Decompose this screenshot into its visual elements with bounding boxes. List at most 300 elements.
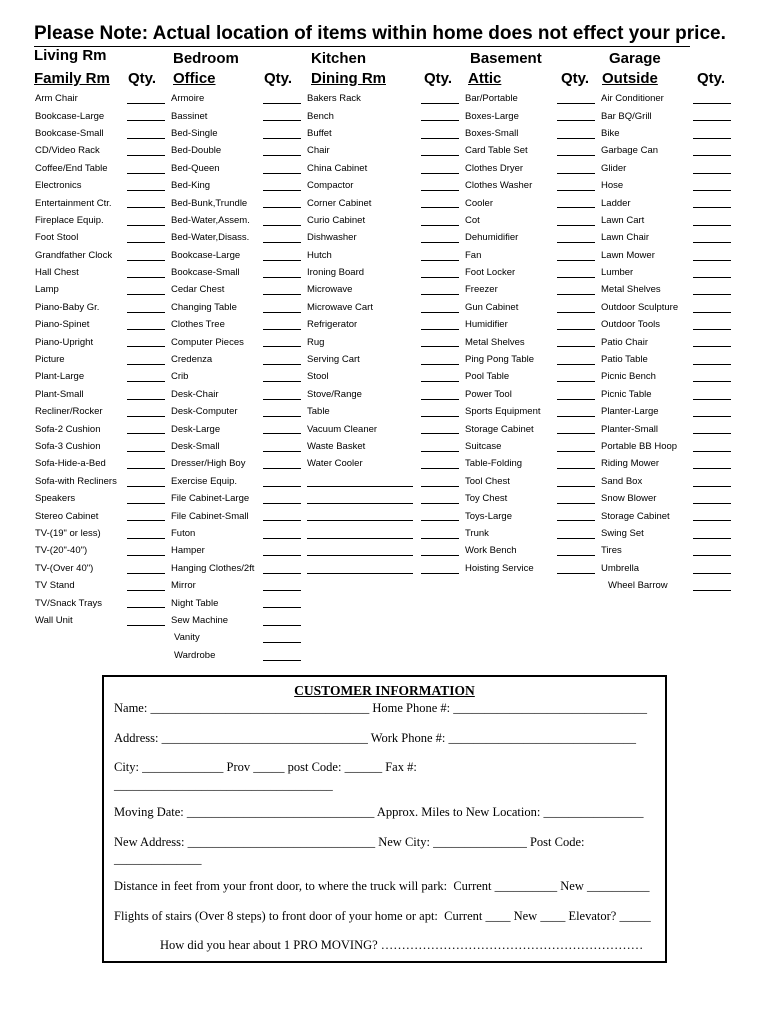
garage-qty-field[interactable]: [693, 555, 731, 556]
bedroom-qty-field[interactable]: [263, 225, 301, 226]
basement-item-label: Card Table Set: [465, 145, 528, 157]
basement-item-label: Work Bench: [465, 545, 517, 557]
bedroom-item-row: [171, 420, 266, 437]
new-address-field[interactable]: New Address: ______________________________ New City: _______________ Post Code:: [114, 835, 585, 849]
kitchen-write-in-field[interactable]: [307, 538, 413, 539]
living-item-row: [35, 525, 127, 542]
basement-item-row: [465, 229, 557, 246]
garage-qty-field[interactable]: [693, 190, 731, 191]
kitchen-item-label: Bakers Rack: [307, 93, 361, 105]
basement-qty-field[interactable]: [557, 103, 595, 104]
header-outside: Outside: [602, 70, 658, 87]
kitchen-qty-field[interactable]: [421, 486, 459, 487]
kitchen-qty-field[interactable]: [421, 312, 459, 313]
bedroom-item-label: Bed-Queen: [171, 162, 220, 174]
living-qty-field[interactable]: [127, 433, 165, 434]
kitchen-item-label: Water Cooler: [307, 458, 363, 470]
bedroom-qty-field[interactable]: [263, 555, 301, 556]
basement-qty-field[interactable]: [557, 468, 595, 469]
garage-item-label: Patio Chair: [601, 336, 648, 348]
living-item-row: [35, 594, 127, 611]
kitchen-write-in-field[interactable]: [307, 573, 413, 574]
bedroom-item-label: Bookcase-Small: [171, 267, 240, 279]
garage-item-row: [601, 577, 700, 594]
kitchen-item-label: Waste Basket: [307, 441, 366, 452]
bedroom-qty-field[interactable]: [263, 346, 301, 347]
basement-column: [465, 90, 557, 577]
basement-item-label: Trunk: [465, 527, 489, 539]
basement-qty-field[interactable]: [557, 260, 595, 261]
customer-information-box: [102, 675, 667, 963]
bedroom-qty-field[interactable]: [263, 590, 301, 591]
bedroom-item-row: [171, 455, 266, 472]
living-qty-field[interactable]: [127, 381, 165, 382]
living-item-row: [35, 90, 127, 107]
living-qty-field[interactable]: [127, 103, 165, 104]
kitchen-write-in-field[interactable]: [307, 503, 413, 504]
basement-item-row: [465, 281, 557, 298]
garage-qty-field[interactable]: [693, 399, 731, 400]
bedroom-qty-field[interactable]: [263, 364, 301, 365]
basement-item-label: Dehumidifier: [465, 232, 519, 244]
name-field[interactable]: Name: ___________________________________ Home Phone #: _______________________________: [114, 701, 647, 715]
bedroom-qty-field[interactable]: [263, 294, 301, 295]
basement-qty-field[interactable]: [557, 294, 595, 295]
garage-qty-field[interactable]: [693, 277, 731, 278]
kitchen-qty-field[interactable]: [421, 520, 459, 521]
basement-qty-field[interactable]: [557, 399, 595, 400]
bedroom-qty-field[interactable]: [263, 120, 301, 121]
bedroom-item-row: [171, 351, 266, 368]
garage-qty-field[interactable]: [693, 103, 731, 104]
kitchen-qty-field[interactable]: [421, 573, 459, 574]
bedroom-qty-field[interactable]: [263, 416, 301, 417]
basement-qty-field[interactable]: [557, 120, 595, 121]
kitchen-item-row: [307, 125, 419, 142]
basement-item-label: Hoisting Service: [465, 562, 534, 574]
kitchen-item-label: Stove/Range: [307, 388, 362, 400]
bedroom-item-label: Futon: [171, 527, 196, 539]
living-qty-field[interactable]: [127, 573, 165, 574]
garage-item-row: [601, 142, 700, 159]
basement-qty-field[interactable]: [557, 173, 595, 174]
garage-qty-field[interactable]: [693, 207, 731, 208]
living-item-label: Electronics: [35, 180, 82, 192]
basement-item-row: [465, 212, 557, 229]
living-qty-field[interactable]: [127, 416, 165, 417]
garage-qty-field[interactable]: [693, 242, 731, 243]
bedroom-qty-field[interactable]: [263, 173, 301, 174]
kitchen-qty-field[interactable]: [421, 277, 459, 278]
garage-qty-field[interactable]: [693, 225, 731, 226]
bedroom-item-row: [171, 525, 266, 542]
basement-item-row: [465, 438, 557, 455]
basement-item-label: Sports Equipment: [465, 406, 541, 418]
garage-item-row: [601, 229, 700, 246]
bedroom-item-row: [171, 612, 266, 629]
kitchen-qty-field[interactable]: [421, 103, 459, 104]
garage-item-label: Outdoor Sculpture: [601, 301, 679, 313]
bedroom-qty-field[interactable]: [263, 207, 301, 208]
garage-qty-field[interactable]: [693, 416, 731, 417]
garage-item-label: Lawn Cart: [601, 214, 645, 226]
garage-qty-field[interactable]: [693, 260, 731, 261]
living-qty-field[interactable]: [127, 294, 165, 295]
living-qty-field[interactable]: [127, 538, 165, 539]
bedroom-item-label: Credenza: [171, 354, 213, 366]
basement-item-row: [465, 507, 557, 524]
bedroom-qty-field[interactable]: [263, 433, 301, 434]
kitchen-qty-field[interactable]: [421, 260, 459, 261]
living-qty-field[interactable]: [127, 190, 165, 191]
kitchen-qty-field[interactable]: [421, 399, 459, 400]
kitchen-item-row: [307, 351, 419, 368]
basement-qty-field[interactable]: [557, 486, 595, 487]
garage-qty-field[interactable]: [693, 155, 731, 156]
kitchen-item-row: [307, 386, 419, 403]
basement-qty-field[interactable]: [557, 503, 595, 504]
basement-item-row: [465, 473, 557, 490]
bedroom-item-label: Hamper: [171, 545, 205, 557]
garage-item-row: [601, 386, 700, 403]
living-item-row: [35, 351, 127, 368]
bedroom-qty-field[interactable]: [263, 138, 301, 139]
living-item-row: [35, 438, 127, 455]
living-item-label: Bookcase-Large: [35, 110, 105, 122]
kitchen-qty-field[interactable]: [421, 503, 459, 504]
garage-item-row: [601, 107, 700, 124]
header-office: Office: [173, 70, 216, 87]
city-field[interactable]: City: _____________ Prov _____ post Code: ______ Fax #:: [114, 760, 417, 774]
bedroom-qty-field[interactable]: [263, 260, 301, 261]
kitchen-write-in-field[interactable]: [307, 555, 413, 556]
garage-qty-field[interactable]: [693, 433, 731, 434]
garage-qty-field[interactable]: [693, 381, 731, 382]
garage-qty-field[interactable]: [693, 503, 731, 504]
living-qty-field[interactable]: [127, 468, 165, 469]
basement-item-label: Freezer: [465, 284, 498, 296]
basement-qty-field[interactable]: [557, 573, 595, 574]
basement-item-label: Boxes-Large: [465, 110, 519, 122]
basement-item-row: [465, 490, 557, 507]
garage-item-row: [601, 212, 700, 229]
garage-item-label: Lawn Mower: [601, 249, 655, 261]
bedroom-qty-field[interactable]: [263, 503, 301, 504]
basement-qty-field[interactable]: [557, 451, 595, 452]
address-field[interactable]: Address: _________________________________ Work Phone #: ______________________________: [114, 731, 637, 745]
living-item-label: Sofa-2 Cushion: [35, 423, 101, 435]
living-qty-field[interactable]: [127, 590, 165, 591]
basement-item-row: [465, 333, 557, 350]
basement-qty-field[interactable]: [557, 190, 595, 191]
garage-item-row: [601, 247, 700, 264]
kitchen-item-label: Table: [307, 406, 330, 418]
living-item-label: Plant-Large: [35, 371, 85, 383]
living-qty-field[interactable]: [127, 607, 165, 608]
garage-item-label: Picnic Table: [601, 388, 652, 400]
living-qty-field[interactable]: [127, 277, 165, 278]
kitchen-qty-field[interactable]: [421, 346, 459, 347]
garage-item-row: [601, 420, 700, 437]
living-item-row: [35, 473, 127, 490]
basement-qty-field[interactable]: [557, 381, 595, 382]
living-item-row: [35, 212, 127, 229]
garage-item-label: Bike: [601, 127, 620, 139]
garage-item-row: [601, 368, 700, 385]
bedroom-item-label: Cedar Chest: [171, 284, 225, 296]
basement-qty-field[interactable]: [557, 416, 595, 417]
garage-qty-field[interactable]: [693, 538, 731, 539]
living-item-row: [35, 455, 127, 472]
basement-qty-field[interactable]: [557, 225, 595, 226]
kitchen-qty-field[interactable]: [421, 538, 459, 539]
living-qty-field[interactable]: [127, 312, 165, 313]
garage-item-label: Tires: [601, 545, 622, 557]
living-qty-field[interactable]: [127, 399, 165, 400]
basement-qty-field[interactable]: [557, 242, 595, 243]
header-dining-rm: Dining Rm: [311, 70, 386, 87]
garage-item-row: [601, 90, 700, 107]
kitchen-item-label: Microwave Cart: [307, 301, 373, 313]
living-qty-field[interactable]: [127, 520, 165, 521]
bedroom-qty-field[interactable]: [263, 607, 301, 608]
kitchen-qty-field[interactable]: [421, 364, 459, 365]
bedroom-item-label: Crib: [171, 371, 189, 383]
kitchen-qty-field[interactable]: [421, 381, 459, 382]
garage-qty-field[interactable]: [693, 364, 731, 365]
kitchen-qty-field[interactable]: [421, 120, 459, 121]
bedroom-qty-field[interactable]: [263, 329, 301, 330]
living-item-row: [35, 194, 127, 211]
garage-qty-field[interactable]: [693, 468, 731, 469]
living-qty-field[interactable]: [127, 503, 165, 504]
garage-item-row: [601, 560, 700, 577]
living-qty-field[interactable]: [127, 451, 165, 452]
living-item-label: Lamp: [35, 284, 59, 296]
garage-qty-field[interactable]: [693, 329, 731, 330]
city-field-continuation[interactable]: ___________________________________: [114, 778, 333, 792]
garage-qty-field[interactable]: [693, 346, 731, 347]
bedroom-item-label: Clothes Tree: [171, 319, 225, 331]
bedroom-qty-field[interactable]: [263, 625, 301, 626]
living-item-label: Grandfather Clock: [35, 249, 113, 261]
living-qty-field[interactable]: [127, 207, 165, 208]
living-qty-field[interactable]: [127, 242, 165, 243]
living-item-label: Entertainment Ctr.: [35, 197, 112, 209]
living-item-label: TV/Snack Trays: [35, 597, 103, 609]
bedroom-qty-field[interactable]: [263, 155, 301, 156]
basement-qty-field[interactable]: [557, 155, 595, 156]
basement-qty-field[interactable]: [557, 277, 595, 278]
basement-item-label: Pool Table: [465, 371, 510, 383]
garage-item-row: [601, 542, 700, 559]
bedroom-qty-field[interactable]: [263, 538, 301, 539]
basement-qty-field[interactable]: [557, 433, 595, 434]
living-qty-field[interactable]: [127, 625, 165, 626]
basement-item-label: Metal Shelves: [465, 336, 525, 348]
bedroom-item-row: [171, 264, 266, 281]
bedroom-item-row: [171, 333, 266, 350]
living-qty-field[interactable]: [127, 138, 165, 139]
kitchen-qty-field[interactable]: [421, 468, 459, 469]
living-qty-field[interactable]: [127, 155, 165, 156]
stairs-field[interactable]: Flights of stairs (Over 8 steps) to front door of your home or apt: Current ____ New ____ Elevator? _____: [114, 909, 651, 923]
kitchen-item-row: [307, 90, 419, 107]
customer-info-title: CUSTOMER INFORMATION: [294, 683, 475, 698]
garage-qty-field[interactable]: [693, 294, 731, 295]
garage-qty-field[interactable]: [693, 173, 731, 174]
living-item-row: [35, 247, 127, 264]
bedroom-qty-field[interactable]: [263, 660, 301, 661]
basement-item-row: [465, 90, 557, 107]
kitchen-qty-field[interactable]: [421, 190, 459, 191]
garage-qty-field[interactable]: [693, 120, 731, 121]
kitchen-item-label: China Cabinet: [307, 162, 368, 174]
living-qty-field[interactable]: [127, 555, 165, 556]
kitchen-item-row: [307, 247, 419, 264]
garage-item-row: [601, 299, 700, 316]
basement-qty-field[interactable]: [557, 538, 595, 539]
living-qty-field[interactable]: [127, 225, 165, 226]
bedroom-item-row: [171, 281, 266, 298]
basement-qty-field[interactable]: [557, 312, 595, 313]
living-item-label: Piano-Upright: [35, 336, 94, 348]
living-item-row: [35, 160, 127, 177]
truck-distance-field[interactable]: Distance in feet from your front door, to where the truck will park: Current __________ New __________: [114, 879, 650, 893]
bedroom-item-row: [171, 368, 266, 385]
basement-item-row: [465, 194, 557, 211]
bedroom-qty-field[interactable]: [263, 277, 301, 278]
kitchen-qty-field[interactable]: [421, 138, 459, 139]
living-item-row: [35, 299, 127, 316]
basement-item-row: [465, 386, 557, 403]
bedroom-item-row: [171, 177, 266, 194]
garage-qty-field[interactable]: [693, 486, 731, 487]
living-item-row: [35, 577, 127, 594]
garage-qty-field[interactable]: [693, 520, 731, 521]
living-item-row: [35, 264, 127, 281]
bedroom-qty-field[interactable]: [263, 520, 301, 521]
living-item-label: Stereo Cabinet: [35, 510, 99, 522]
kitchen-write-in-field[interactable]: [307, 486, 413, 487]
garage-item-row: [601, 525, 700, 542]
living-item-row: [35, 107, 127, 124]
living-item-label: Arm Chair: [35, 93, 78, 105]
living-qty-field[interactable]: [127, 329, 165, 330]
bedroom-qty-field[interactable]: [263, 573, 301, 574]
basement-item-label: Suitcase: [465, 441, 502, 452]
garage-item-label: Portable BB Hoop: [601, 441, 678, 452]
garage-qty-field[interactable]: [693, 138, 731, 139]
kitchen-qty-field[interactable]: [421, 451, 459, 452]
living-qty-field[interactable]: [127, 346, 165, 347]
page-title: Please Note: Actual location of items within home does not effect your price.: [34, 22, 690, 47]
living-qty-field[interactable]: [127, 173, 165, 174]
bedroom-item-label: Desk-Large: [171, 423, 221, 435]
basement-qty-field[interactable]: [557, 520, 595, 521]
bedroom-qty-field[interactable]: [263, 642, 301, 643]
garage-item-row: [601, 438, 700, 455]
living-qty-field[interactable]: [127, 120, 165, 121]
kitchen-item-label: Ironing Board: [307, 267, 365, 279]
kitchen-qty-field[interactable]: [421, 294, 459, 295]
basement-item-row: [465, 177, 557, 194]
kitchen-blank-row: [307, 507, 419, 524]
garage-qty-field[interactable]: [693, 590, 731, 591]
basement-qty-field[interactable]: [557, 555, 595, 556]
basement-qty-field[interactable]: [557, 346, 595, 347]
kitchen-write-in-field[interactable]: [307, 520, 413, 521]
kitchen-qty-field[interactable]: [421, 173, 459, 174]
bedroom-qty-field[interactable]: [263, 399, 301, 400]
living-qty-field[interactable]: [127, 486, 165, 487]
kitchen-qty-field[interactable]: [421, 329, 459, 330]
bedroom-item-label: Bed-Bunk,Trundle: [171, 197, 248, 209]
bedroom-qty-field[interactable]: [263, 451, 301, 452]
bedroom-item-label: Bed-Water,Disass.: [171, 232, 250, 244]
bedroom-qty-field[interactable]: [263, 486, 301, 487]
living-item-row: [35, 403, 127, 420]
basement-item-row: [465, 107, 557, 124]
kitchen-item-row: [307, 194, 419, 211]
living-item-row: [35, 507, 127, 524]
basement-item-label: Table-Folding: [465, 458, 523, 470]
bedroom-item-row: [171, 403, 266, 420]
referral-field[interactable]: How did you hear about 1 PRO MOVING? ………………………………………………………: [160, 938, 644, 952]
garage-qty-field[interactable]: [693, 451, 731, 452]
basement-qty-field[interactable]: [557, 329, 595, 330]
garage-qty-field[interactable]: [693, 573, 731, 574]
basement-qty-field[interactable]: [557, 364, 595, 365]
basement-item-label: Toy Chest: [465, 493, 508, 505]
kitchen-item-label: Rug: [307, 336, 325, 348]
kitchen-item-row: [307, 281, 419, 298]
garage-item-row: [601, 125, 700, 142]
kitchen-qty-field[interactable]: [421, 416, 459, 417]
moving-date-field[interactable]: Moving Date: ______________________________ Approx. Miles to New Location: ________________: [114, 805, 644, 819]
kitchen-qty-field[interactable]: [421, 207, 459, 208]
bedroom-qty-field[interactable]: [263, 381, 301, 382]
garage-item-row: [601, 455, 700, 472]
qty-header-bedroom: Qty.: [264, 70, 293, 87]
kitchen-qty-field[interactable]: [421, 155, 459, 156]
living-qty-field[interactable]: [127, 260, 165, 261]
bedroom-item-label: Wardrobe: [174, 649, 216, 661]
bedroom-qty-field[interactable]: [263, 190, 301, 191]
garage-item-row: [601, 351, 700, 368]
bedroom-qty-field[interactable]: [263, 242, 301, 243]
kitchen-qty-field[interactable]: [421, 555, 459, 556]
bedroom-item-row: [171, 125, 266, 142]
bedroom-qty-field[interactable]: [263, 312, 301, 313]
living-qty-field[interactable]: [127, 364, 165, 365]
garage-item-label: Metal Shelves: [601, 284, 661, 296]
kitchen-qty-field[interactable]: [421, 225, 459, 226]
kitchen-qty-field[interactable]: [421, 242, 459, 243]
kitchen-item-label: Buffet: [307, 127, 332, 139]
garage-qty-field[interactable]: [693, 312, 731, 313]
bedroom-qty-field[interactable]: [263, 103, 301, 104]
bedroom-qty-field[interactable]: [263, 468, 301, 469]
basement-qty-field[interactable]: [557, 138, 595, 139]
basement-item-row: [465, 560, 557, 577]
bedroom-item-row: [171, 142, 266, 159]
basement-qty-field[interactable]: [557, 207, 595, 208]
kitchen-qty-field[interactable]: [421, 433, 459, 434]
kitchen-item-label: Vacuum Cleaner: [307, 423, 378, 435]
qty-header-basement: Qty.: [561, 70, 590, 87]
new-address-continuation[interactable]: ______________: [114, 852, 202, 866]
